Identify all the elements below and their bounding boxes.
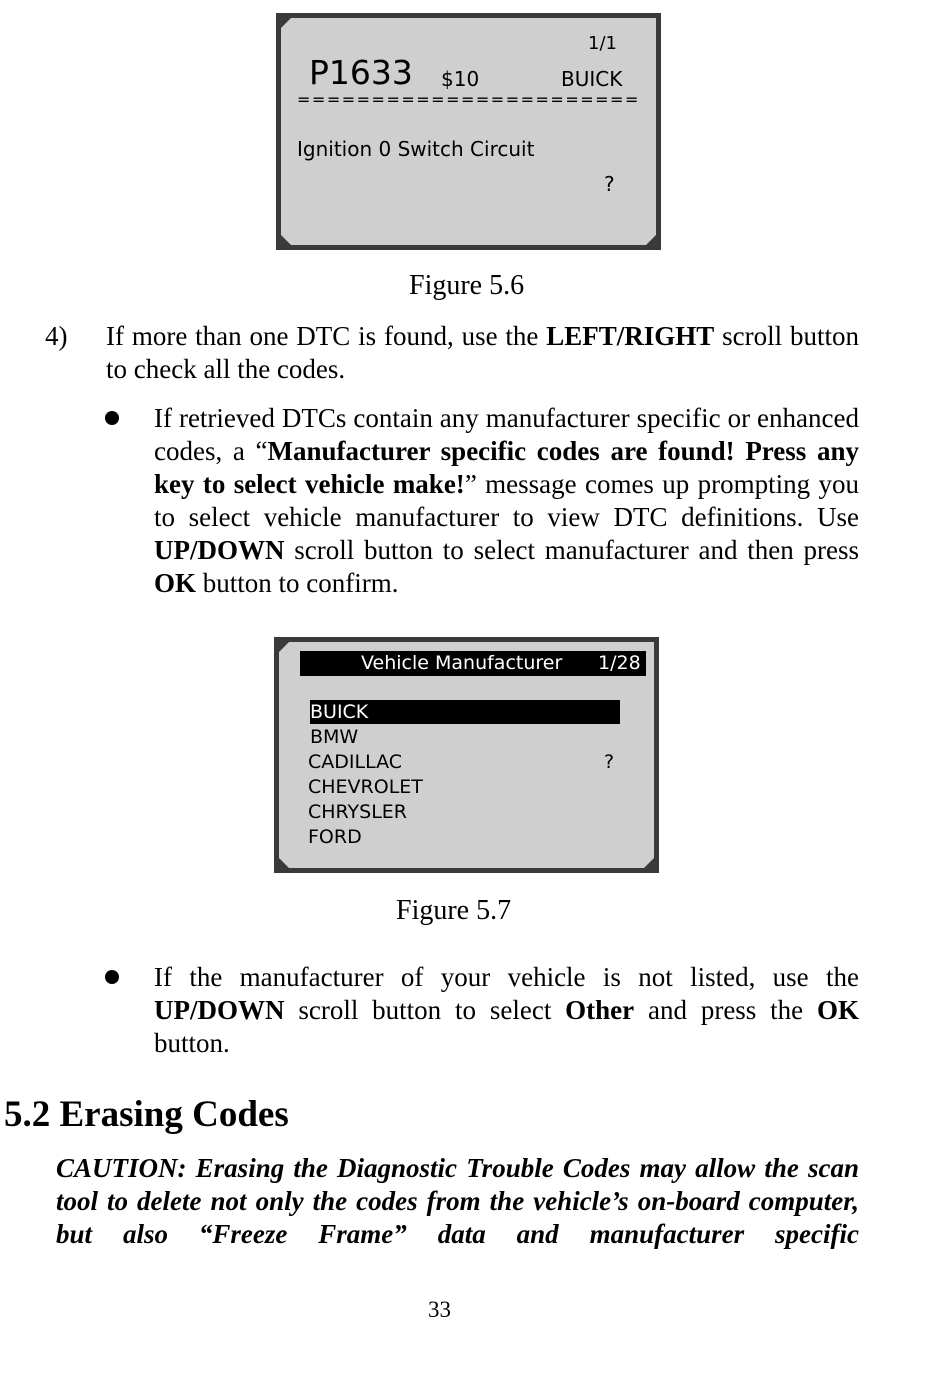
bullet-icon xyxy=(105,970,119,984)
bullet-text: If the manufacturer of your vehicle is not listed, use the UP/DOWN scroll button to select Other and press the OK button. xyxy=(154,962,859,1058)
figure-caption: Figure 5.7 xyxy=(396,895,512,926)
dtc-description: Ignition 0 Switch Circuit xyxy=(297,137,535,161)
manufacturer-item[interactable]: BUICK xyxy=(310,701,369,723)
dtc-screen xyxy=(276,13,661,250)
manufacturer-item[interactable]: BMW xyxy=(310,726,359,748)
dtc-module: $10 xyxy=(441,67,480,91)
manufacturer-item[interactable]: CHRYSLER xyxy=(308,801,407,823)
figure-caption: Figure 5.6 xyxy=(409,270,525,301)
screen-page-indicator: 1/1 xyxy=(588,33,617,54)
dtc-code: P1633 xyxy=(309,53,413,92)
help-icon: ? xyxy=(604,172,615,196)
caution-text: CAUTION: Erasing the Diagnostic Trouble Codes may allow the scan tool to delete not only the codes from the vehicle’s on-board computer, but also “Freeze Frame” data and manufacturer specific xyxy=(56,1153,859,1249)
page-number: 33 xyxy=(428,1297,451,1322)
bullet-text: If retrieved DTCs contain any manufacturer specific or enhanced codes, a “Manufacturer specific codes are found! Press any key to select vehicle make!” message comes up prompting you to select vehicle manufacturer to view DTC definitions. Use UP/DOWN scroll button to select manufacturer and then press OK button to confirm. xyxy=(154,403,859,598)
dtc-separator: ======================= xyxy=(297,90,640,109)
manufacturer-item[interactable]: FORD xyxy=(308,826,362,848)
section-heading xyxy=(4,1093,289,1136)
dtc-make: BUICK xyxy=(561,67,623,91)
manufacturer-screen xyxy=(274,637,659,873)
step-number: 4) xyxy=(45,321,68,351)
screen-page-indicator: 1/28 xyxy=(598,652,641,674)
manufacturer-item[interactable]: CHEVROLET xyxy=(308,776,423,798)
bullet-icon xyxy=(105,411,119,425)
section-title: Erasing Codes xyxy=(59,1094,289,1135)
section-number: 5.2 xyxy=(4,1094,51,1135)
step-text: If more than one DTC is found, use the LEFT/RIGHT scroll button to check all the codes. xyxy=(106,321,859,384)
screen-title: Vehicle Manufacturer xyxy=(361,652,563,674)
manufacturer-item[interactable]: CADILLAC xyxy=(308,751,403,773)
help-icon: ? xyxy=(604,751,615,773)
